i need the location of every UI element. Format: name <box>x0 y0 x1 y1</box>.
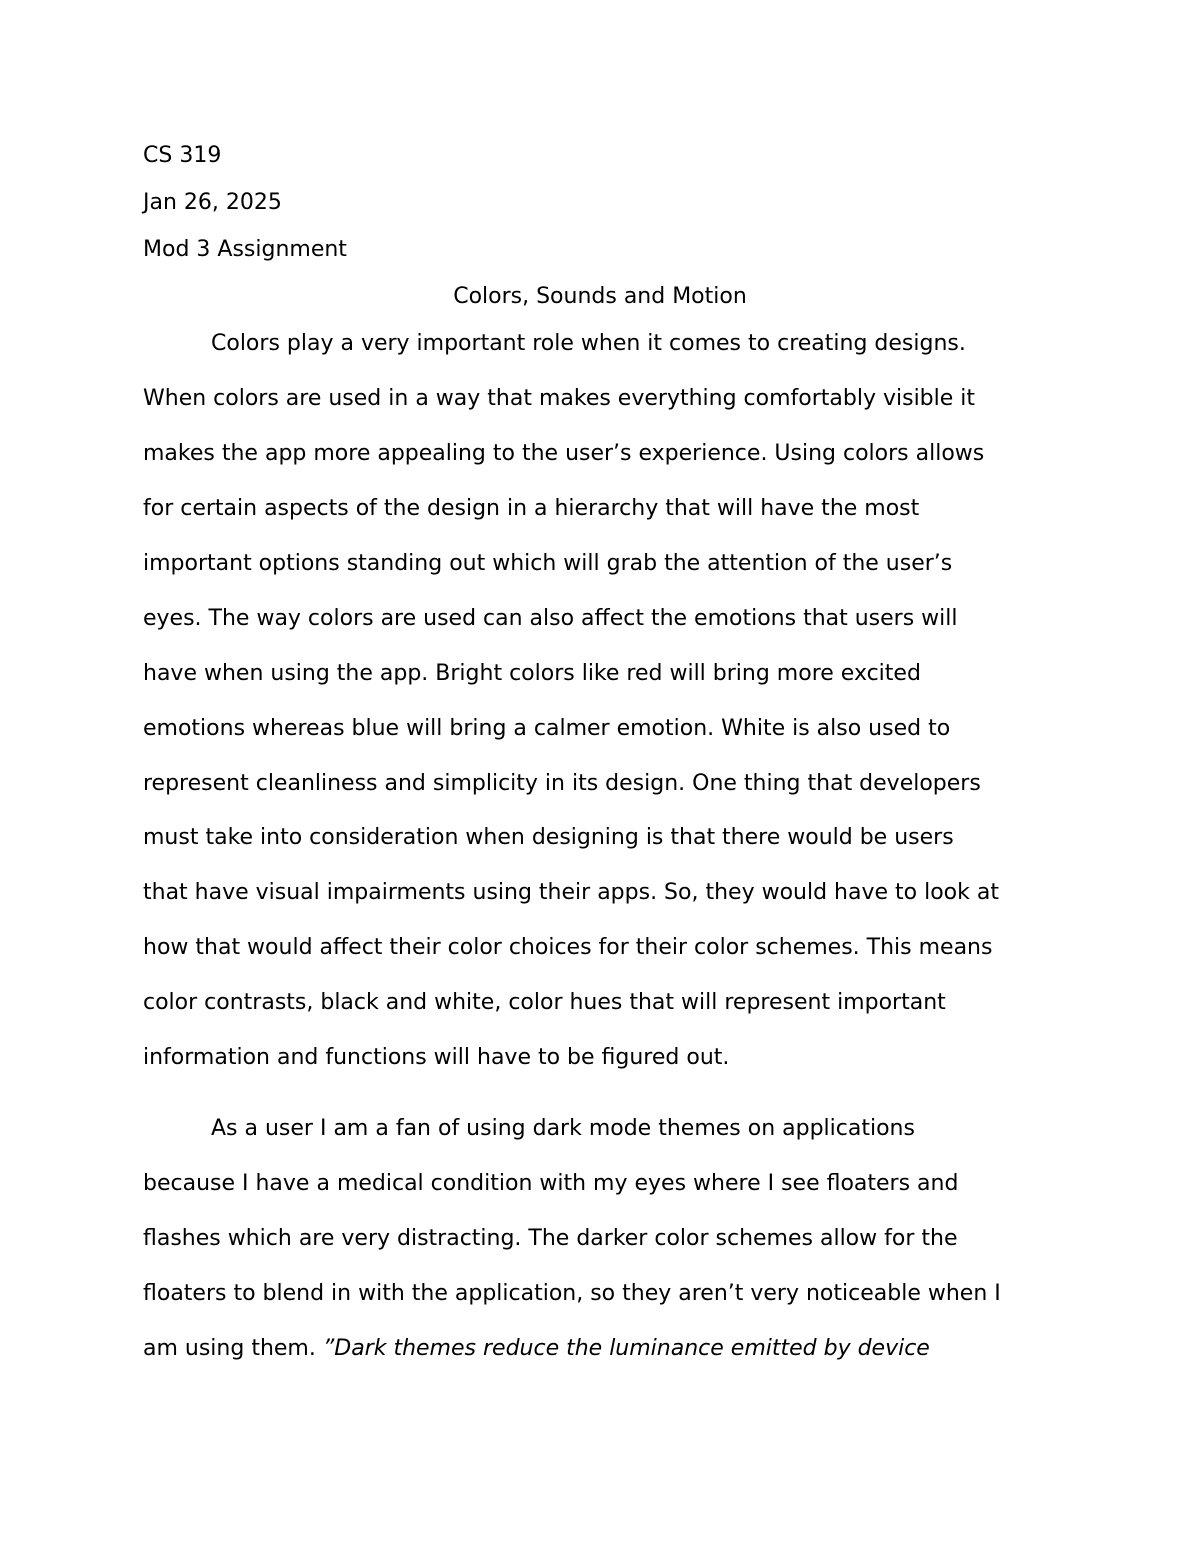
paragraph2-line: because I have a medical condition with my eyes where I see floaters and <box>143 1171 959 1196</box>
paragraph1-line: color contrasts, black and white, color hues that will represent important <box>143 990 946 1015</box>
paragraph1-line: When colors are used in a way that makes everything comfortably visible it <box>143 386 976 411</box>
assignment-date: Jan 26, 2025 <box>143 190 282 215</box>
paragraph2-line: As a user I am a fan of using dark mode themes on applications <box>211 1116 915 1141</box>
paragraph1-line: must take into consideration when designing is that there would be users <box>143 825 954 850</box>
course-name: CS 319 <box>143 143 222 168</box>
paragraph1-line: for certain aspects of the design in a hierarchy that will have the most <box>143 496 920 521</box>
essay-title: Colors, Sounds and Motion <box>453 284 747 309</box>
paragraph2-text: am using them. <box>143 1336 323 1361</box>
paragraph1-line: have when using the app. Bright colors like red will bring more excited <box>143 661 921 686</box>
paragraph1-line: represent cleanliness and simplicity in its design. One thing that developers <box>143 771 981 796</box>
paragraph1-line: how that would affect their color choices for their color schemes. This means <box>143 935 993 960</box>
paragraph1-line: eyes. The way colors are used can also affect the emotions that users will <box>143 606 958 631</box>
paragraph2-line: floaters to blend in with the application, so they aren’t very noticeable when I <box>143 1281 1001 1306</box>
paragraph1-line: that have visual impairments using their apps. So, they would have to look at <box>143 880 999 905</box>
paragraph1-line: emotions whereas blue will bring a calmer emotion. White is also used to <box>143 716 951 741</box>
paragraph1-line: Colors play a very important role when it comes to creating designs. <box>211 331 966 356</box>
paragraph2-line <box>143 1334 930 1364</box>
paragraph1-line: information and functions will have to be figured out. <box>143 1045 730 1070</box>
quoted-text: ”Dark themes reduce the luminance emitted by device <box>322 1336 930 1361</box>
paragraph1-line: makes the app more appealing to the user’s experience. Using colors allows <box>143 441 985 466</box>
assignment-title: Mod 3 Assignment <box>143 237 347 262</box>
paragraph2-line: flashes which are very distracting. The darker color schemes allow for the <box>143 1226 958 1251</box>
paragraph1-line: important options standing out which will grab the attention of the user’s <box>143 551 953 576</box>
